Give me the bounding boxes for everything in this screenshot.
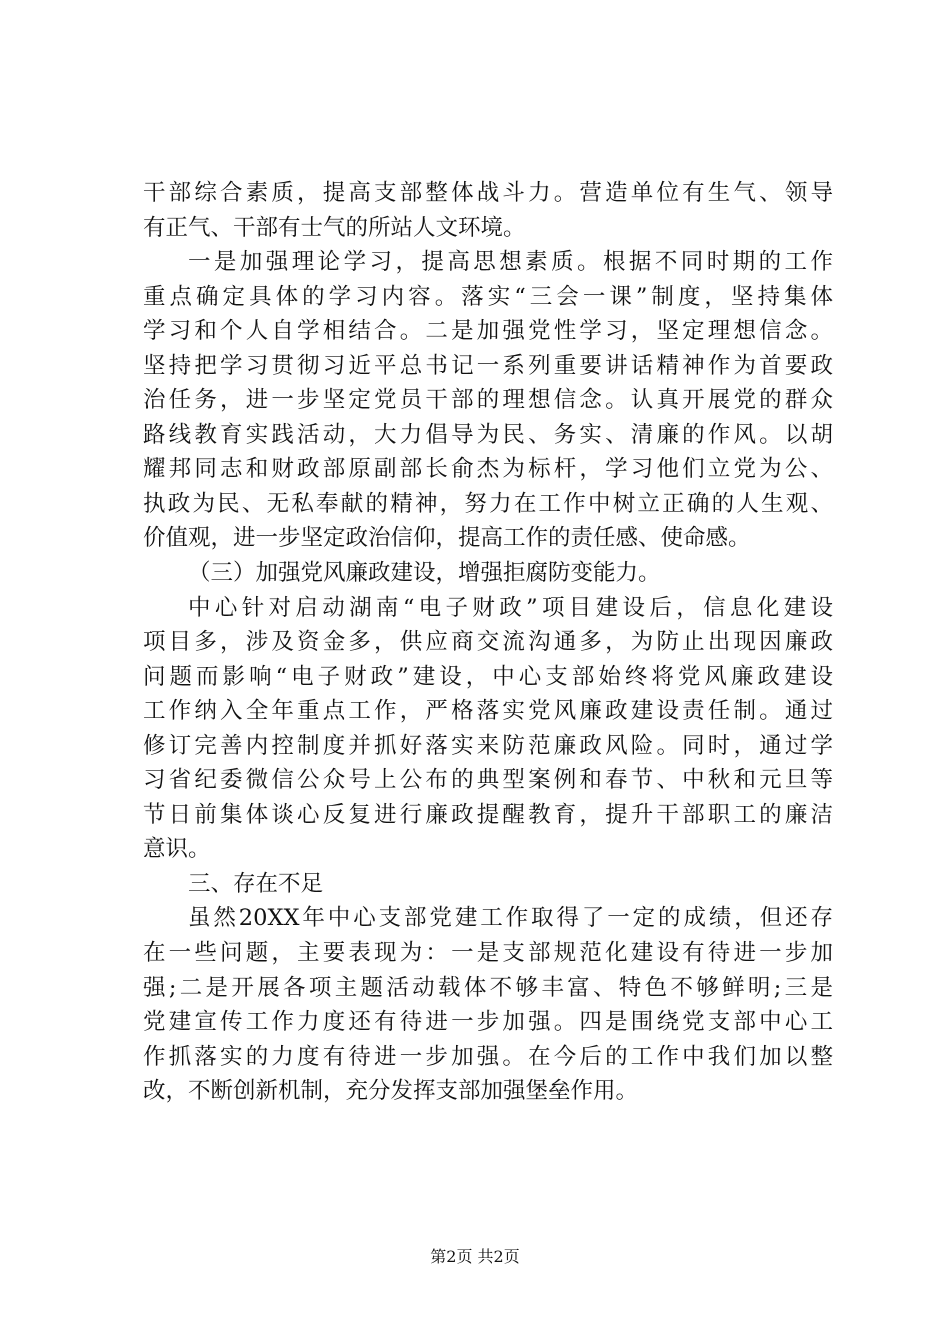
paragraph [143,591,833,867]
text-line: 干部综合素质，提高支部整体战斗力。营造单位有生气、领导 [143,180,833,206]
text-line: 治任务，进一步坚定党员干部的理想信念。认真开展党的群众 [143,387,833,414]
text-line: 虽然20XX年中心支部党建工作取得了一定的成绩，但还存 [188,905,833,932]
paragraph [143,867,833,902]
text-line: 路线教育实践活动，大力倡导为民、务实、清廉的作风。以胡 [143,421,833,448]
text-line: 工作纳入全年重点工作，严格落实党风廉政建设责任制。通过 [143,698,833,725]
text-line: 有正气、干部有士气的所站人文环境。 [143,214,526,241]
text-line: 作抓落实的力度有待进一步加强。在今后的工作中我们加以整 [143,1043,833,1070]
text-line: 党建宣传工作力度还有待进一步加强。四是围绕党支部中心工 [143,1009,833,1036]
paragraph [143,901,833,1108]
text-line: 节日前集体谈心反复进行廉政提醒教育，提升干部职工的廉洁 [143,801,833,828]
text-line: 在一些问题，主要表现为：一是支部规范化建设有待进一步加 [143,940,833,967]
text-line: 一是加强理论学习，提高思想素质。根据不同时期的工作 [188,249,833,276]
text-line: 习省纪委微信公众号上公布的典型案例和春节、中秋和元旦等 [143,767,833,794]
text-line: 中心针对启动湖南“电子财政”项目建设后，信息化建设 [188,594,833,621]
text-line: （三）加强党风廉政建设，增强拒腐防变能力。 [188,560,661,587]
text-line: 修订完善内控制度并抓好落实来防范廉政风险。同时，通过学 [143,732,833,759]
text-line: 重点确定具体的学习内容。落实“三会一课”制度，坚持集体 [143,283,833,310]
text-line: 改，不断创新机制，充分发挥支部加强堡垒作用。 [143,1078,639,1105]
text-line: 坚持把学习贯彻习近平总书记一系列重要讲话精神作为首要政 [143,352,833,379]
document-body [143,176,833,1109]
page-footer: 第2页 共2页 [430,1247,520,1266]
text-line: 价值观，进一步坚定政治信仰，提高工作的责任感、使命感。 [143,525,751,552]
text-line: 项目多，涉及资金多，供应商交流沟通多，为防止出现因廉政 [143,629,833,656]
text-line: 学习和个人自学相结合。二是加强党性学习，坚定理想信念。 [143,318,833,345]
text-line: 意识。 [143,836,211,863]
text-line: 耀邦同志和财政部原副部长俞杰为标杆，学习他们立党为公、 [143,456,833,483]
paragraph [143,556,833,591]
paragraph [143,176,833,245]
text-line: 强;二是开展各项主题活动载体不够丰富、特色不够鲜明;三是 [143,974,833,1001]
text-line: 执政为民、无私奉献的精神，努力在工作中树立正确的人生观、 [143,490,833,517]
text-line: 问题而影响“电子财政”建设，中心支部始终将党风廉政建设 [143,663,833,690]
paragraph [143,245,833,556]
text-line: 三、存在不足 [188,870,324,897]
